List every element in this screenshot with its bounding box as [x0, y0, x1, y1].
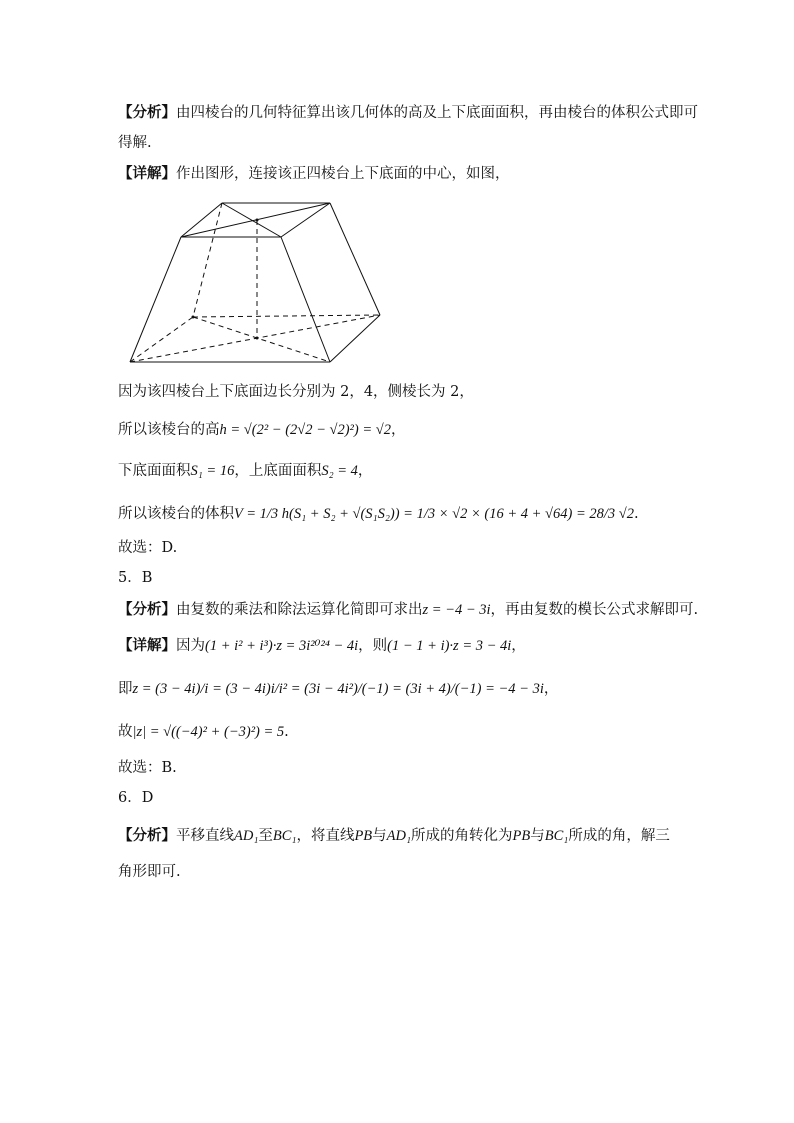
detail-text: 作出图形，连接该正四棱台上下底面的中心，如图， — [176, 166, 510, 182]
problem-5-number: 5．B — [118, 570, 153, 586]
detail-formula-1: (1 + i² + i³)·z = 3i²⁰²⁴ − 4i — [205, 638, 359, 654]
line-ad1: AD₁ — [386, 828, 412, 844]
modulus-formula: |z| = √((−4)² + (−3)²) = 5 — [132, 724, 285, 740]
detail-line-1 — [118, 164, 510, 184]
line-bc1: BC₁ — [272, 828, 297, 844]
analysis-text: 由四棱台的几何特征算出该几何体的高及上下底面面积，再由棱台的体积公式即可 — [176, 105, 698, 121]
lateral-edge — [281, 237, 330, 362]
detail-5-line: 【详解】因为(1 + i² + i³)·z = 3i²⁰²⁴ − 4i，则(1 − 1 + i)·z = 3 − 4i， — [118, 638, 526, 654]
area-text-2: ，上底面面积 — [234, 463, 322, 479]
area-text-1: 下底面面积 — [118, 463, 191, 479]
top-diagonal — [222, 203, 281, 237]
analysis-6-line-2: 角形即可. — [118, 864, 181, 880]
vertex-point — [192, 316, 195, 319]
detail-text: ，则 — [358, 638, 388, 654]
analysis-text: 与 — [372, 828, 387, 844]
frustum-figure — [118, 195, 388, 370]
analysis-text: ，将直线 — [296, 828, 355, 844]
analysis-line-1 — [118, 103, 698, 123]
analysis-line-2: 得解. — [118, 135, 152, 151]
volume-text: 所以该棱台的体积 — [118, 506, 234, 522]
analysis-6-line-1 — [118, 826, 670, 846]
side-lengths-line: 因为该四棱台上下底面边长分别为 2，4，侧棱长为 2， — [118, 384, 474, 400]
line-ad1: AD₁ — [234, 828, 259, 844]
detail-formula-2: (1 − 1 + i)·z = 3 − 4i — [387, 638, 512, 654]
volume-formula: V = 1/3 h(S₁ + S₂ + √(S₁S₂)) = 1/3 × √2 × (16 + 4 + √64) = 28/3 √2 — [234, 506, 634, 522]
hidden-edge — [193, 315, 380, 317]
edge — [330, 315, 380, 362]
analysis-text: 平移直线 — [176, 828, 234, 844]
analysis-text: 所成的角转化为 — [411, 828, 513, 844]
line-bc1: BC₁ — [544, 828, 569, 844]
detail-text: 因为 — [176, 638, 205, 654]
hidden-lateral-edge — [193, 203, 222, 317]
division-formula: z = (3 − 4i)/i = (3 − 4i)i/i² = (3i − 4i²)/(−1) = (3i + 4)/(−1) = −4 − 3i — [132, 681, 544, 697]
height-line: 所以该棱台的高h = √(2² − (2√2 − √2)²) = √2， — [118, 422, 406, 438]
detail-tag: 【详解】 — [118, 166, 176, 182]
area-line: 下底面面积S₁ = 16，上底面面积S₂ = 4， — [118, 463, 373, 479]
analysis-tag: 【分析】 — [118, 602, 176, 618]
modulus-text: 故 — [118, 724, 133, 740]
lateral-edge — [330, 203, 380, 315]
height-formula: h = √(2² − (2√2 − √2)²) = √2 — [219, 422, 391, 438]
problem-6-number: 6．D — [118, 790, 154, 806]
analysis-text: 至 — [258, 828, 273, 844]
top-center-point — [256, 219, 259, 222]
bottom-diagonal — [130, 315, 380, 362]
detail-tag: 【详解】 — [118, 638, 176, 654]
analysis-text: 与 — [530, 828, 545, 844]
analysis-tag: 【分析】 — [118, 828, 176, 844]
analysis-5-line — [118, 600, 698, 620]
volume-line: 所以该棱台的体积V = 1/3 h(S₁ + S₂ + √(S₁S₂)) = 1/3 × √2 × (16 + 4 + √64) = 28/3 √2. — [118, 506, 639, 522]
analysis-text: ，再由复数的模长公式求解即可. — [490, 602, 699, 618]
modulus-line: 故|z| = √((−4)² + (−3)²) = 5. — [118, 724, 289, 740]
analysis-tag: 【分析】 — [118, 105, 176, 121]
division-text: 即 — [118, 681, 133, 697]
answer-4: 故选：D. — [118, 540, 178, 556]
division-line: 即z = (3 − 4i)/i = (3 − 4i)i/i² = (3i − 4i²)/(−1) = (3i + 4)/(−1) = −4 − 3i， — [118, 681, 559, 697]
line-pb: PB — [354, 828, 373, 844]
line-pb: PB — [512, 828, 531, 844]
analysis-text: 所成的角，解三 — [568, 828, 670, 844]
bottom-center-point — [256, 337, 259, 340]
analysis-formula: z = −4 − 3i — [422, 602, 491, 618]
area-s2: S₂ = 4 — [321, 463, 358, 479]
analysis-text: 由复数的乘法和除法运算化简即可求出 — [176, 602, 423, 618]
bottom-diagonal — [193, 317, 330, 362]
height-text: 所以该棱台的高 — [118, 422, 220, 438]
area-s1: S₁ = 16 — [190, 463, 235, 479]
answer-5: 故选：B. — [118, 760, 177, 776]
